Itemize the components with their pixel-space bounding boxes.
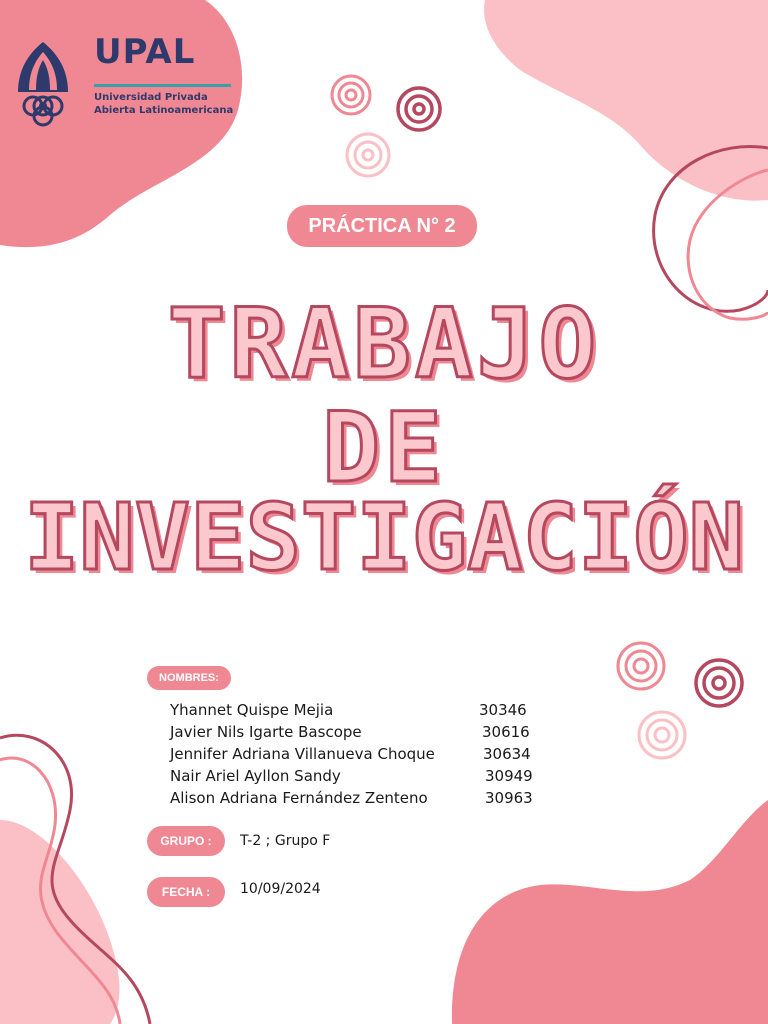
- upal-logo: [14, 32, 234, 130]
- swirl-right-2: [696, 660, 742, 706]
- bottom-right-blob: [452, 800, 768, 1024]
- student-row: [170, 745, 550, 767]
- student-row: [170, 723, 550, 745]
- student-code: 30949: [485, 767, 533, 785]
- student-row: [170, 789, 550, 811]
- logo-subtitle-line2: Abierta Latinoamericana: [94, 105, 234, 116]
- student-row: [170, 701, 550, 723]
- group-label: GRUPO :: [147, 826, 225, 856]
- student-list: [170, 701, 550, 811]
- swirl-top-2: [398, 88, 440, 130]
- student-code: 30616: [482, 723, 530, 741]
- swirl-right-3: [639, 712, 685, 758]
- top-right-blob: [484, 0, 768, 201]
- title-line-2: DE: [322, 392, 446, 504]
- student-code: 30963: [485, 789, 533, 807]
- swirl-top-3: [347, 134, 389, 176]
- student-row: [170, 767, 550, 789]
- logo-name: UPAL: [94, 32, 196, 72]
- title-line-3: INVESTIGACIÓN: [23, 484, 745, 591]
- logo-subtitle-line1: Universidad Privada: [94, 92, 208, 103]
- date-value: 10/09/2024: [240, 881, 321, 897]
- student-name: Jennifer Adriana Villanueva Choque: [170, 745, 435, 763]
- student-name: Alison Adriana Fernández Zenteno: [170, 789, 428, 807]
- practice-badge: PRÁCTICA N° 2: [287, 205, 477, 247]
- student-name: Javier Nils Igarte Bascope: [170, 723, 362, 741]
- student-name: Yhannet Quispe Mejia: [170, 701, 334, 719]
- title-line-1: TRABAJO: [167, 288, 601, 400]
- swirl-right-1: [618, 643, 664, 689]
- logo-underline: [94, 84, 231, 87]
- student-code: 30346: [479, 701, 527, 719]
- names-label: NOMBRES:: [147, 666, 231, 690]
- student-code: 30634: [483, 745, 531, 763]
- swirl-top-1: [332, 76, 370, 114]
- student-name: Nair Ariel Ayllon Sandy: [170, 767, 341, 785]
- upal-emblem-icon: [14, 40, 72, 128]
- group-value: T-2 ; Grupo F: [240, 833, 331, 849]
- date-label: FECHA :: [147, 877, 225, 907]
